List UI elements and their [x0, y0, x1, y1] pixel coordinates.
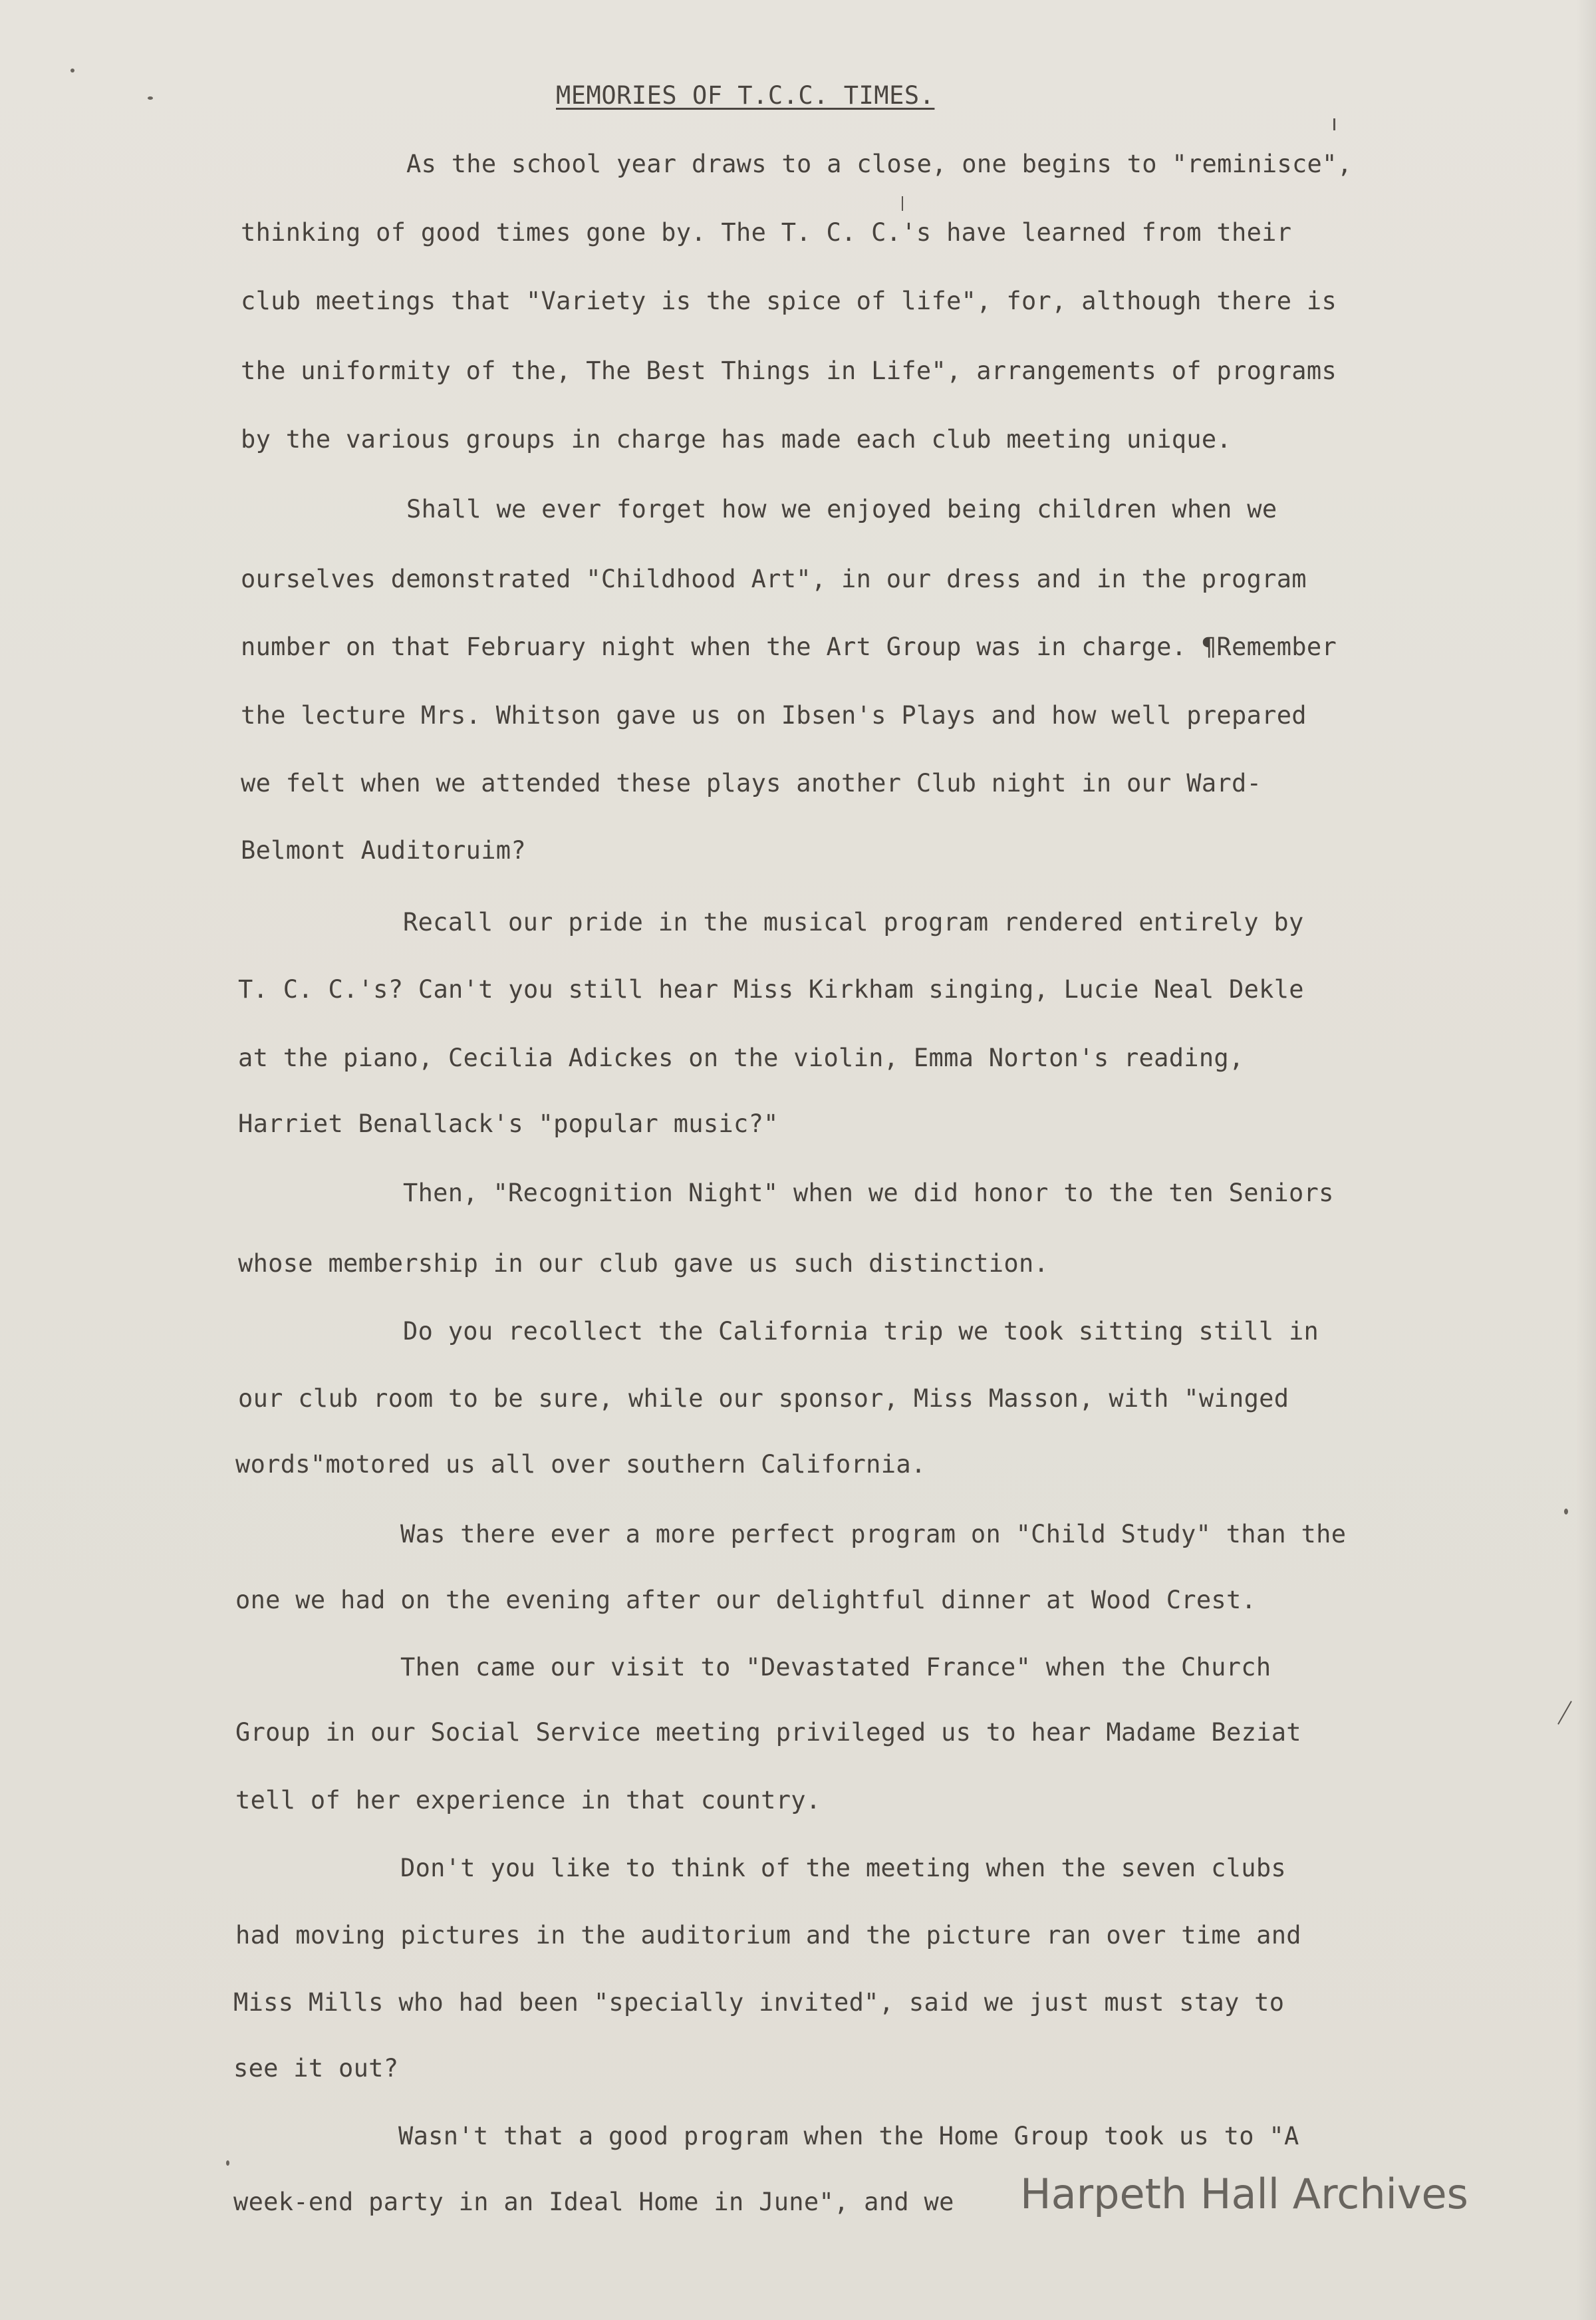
pencil-mark — [1333, 118, 1335, 130]
text-line: Wasn't that a good program when the Home Group took us to "A — [398, 2122, 1299, 2150]
text-line: we felt when we attended these plays another Club night in our Ward- — [241, 769, 1262, 798]
text-line: see it out? — [233, 2054, 399, 2083]
text-line: ourselves demonstrated "Childhood Art", in our dress and in the program — [241, 565, 1307, 593]
text-line: week-end party in an Ideal Home in June", and we — [233, 2188, 954, 2216]
paper-speck — [1564, 1509, 1568, 1515]
text-line: As the school year draws to a close, one begins to "reminisce", — [406, 150, 1353, 178]
text-line: by the various groups in charge has made each club meeting unique. — [241, 425, 1232, 454]
text-line: club meetings that "Variety is the spice of life", for, although there is — [241, 287, 1337, 315]
text-line: tell of her experience in that country. — [235, 1786, 821, 1814]
text-line: the uniformity of the, The Best Things in Life", arrangements of programs — [241, 357, 1337, 385]
text-line: Shall we ever forget how we enjoyed being children when we — [406, 495, 1277, 523]
text-line: had moving pictures in the auditorium and the picture ran over time and — [235, 1921, 1301, 1950]
document-title: MEMORIES OF T.C.C. TIMES. — [556, 81, 935, 110]
page-edge-shadow — [1576, 0, 1596, 2320]
text-line: at the piano, Cecilia Adickes on the violin, Emma Norton's reading, — [238, 1044, 1244, 1072]
text-line: Harriet Benallack's "popular music?" — [238, 1109, 779, 1138]
text-line: Miss Mills who had been "specially invited", said we just must stay to — [233, 1988, 1285, 2017]
text-line: words"motored us all over southern California. — [235, 1450, 926, 1479]
paper-speck — [70, 69, 74, 72]
text-line: Belmont Auditoruim? — [241, 836, 526, 865]
pencil-mark — [1557, 1701, 1572, 1725]
text-line: the lecture Mrs. Whitson gave us on Ibsen's Plays and how well prepared — [241, 701, 1307, 730]
text-line: whose membership in our club gave us such distinction. — [238, 1249, 1049, 1278]
text-line: our club room to be sure, while our sponsor, Miss Masson, with "winged — [238, 1384, 1289, 1413]
pencil-mark — [902, 196, 903, 211]
text-line: one we had on the evening after our delightful dinner at Wood Crest. — [235, 1586, 1257, 1614]
text-line: Then, "Recognition Night" when we did honor to the ten Seniors — [403, 1179, 1334, 1207]
archive-watermark: Harpeth Hall Archives — [1020, 2170, 1468, 2218]
text-line: Don't you like to think of the meeting when the seven clubs — [400, 1854, 1286, 1882]
text-line: number on that February night when the Art Group was in charge. ¶Remember — [241, 633, 1337, 661]
paper-speck — [226, 2160, 229, 2166]
text-line: Do you recollect the California trip we took sitting still in — [403, 1317, 1319, 1346]
text-line: thinking of good times gone by. The T. C. C.'s have learned from their — [241, 218, 1292, 247]
text-line: Group in our Social Service meeting privileged us to hear Madame Beziat — [235, 1718, 1301, 1747]
text-line: Was there ever a more perfect program on "Child Study" than the — [400, 1520, 1347, 1548]
paper-speck — [148, 96, 153, 100]
text-line: Then came our visit to "Devastated France" when the Church — [400, 1653, 1271, 1681]
text-line: T. C. C.'s? Can't you still hear Miss Kirkham singing, Lucie Neal Dekle — [238, 975, 1304, 1004]
text-line: Recall our pride in the musical program rendered entirely by — [403, 908, 1304, 937]
